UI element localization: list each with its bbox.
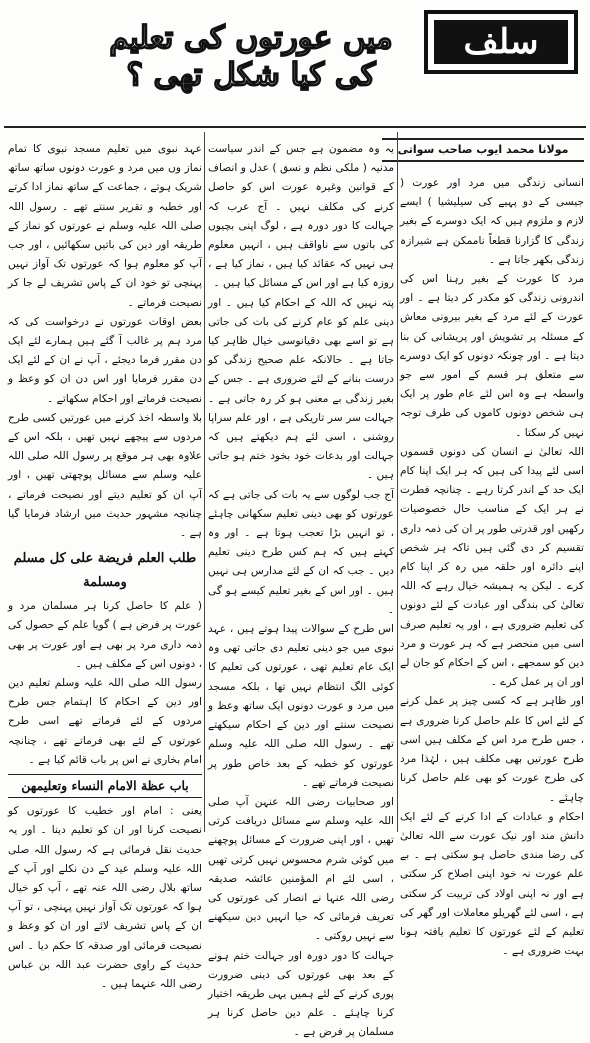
bab-title: باب عظة الامام النساء وتعلیمھن	[8, 774, 202, 798]
article-column-2	[208, 140, 394, 1039]
article-column-3	[8, 140, 202, 990]
article-headline	[92, 20, 410, 93]
headline-line-1: میں عورتوں کی تعلیم	[109, 20, 393, 56]
column2-paragraph: پتہ نہیں کہ اللہ کے احکام کیا ہیں ۔ اور دینی علم کو عام کرنے کی بات کی جاتی ہے تو اسے بھی دقیانوسی خیال ظاہر کیا جاتا ہے ۔ حالانکہ علم صحیح زندگی کو درست بنانے کے لئے ضروری ہے ۔ جس کے بغیر زندگی بے معنی ہو کر رہ جاتی ہے ۔ جہالت سر سر تاریکی ہے ، اور علم سراپا روشنی ، اسی لئے ہم دیکھتے ہیں کہ جہالت اور بدعات خود بخود ختم ہو جاتی ہیں ۔	[208, 296, 394, 482]
column3-paragraph: رسول اللہ صلی اللہ علیہ وسلم تعلیم دین اور دین کے احکام کا اہتمام جس طرح مردوں کے لئے فرماتے تھے اسی طرح عورتوں کے لئے بھی فرماتے تھے ، چنانچہ امام بخاری نے اس پر باب قائم کیا ہے ۔	[8, 677, 202, 766]
header-divider	[4, 126, 586, 128]
column1-paragraph: احکام و عبادات کے ادا کرنے کے لئے ایک دانش مند اور نیک عورت سے اللہ تعالیٰ کی رضا مندی حاصل ہو سکتی ہے ۔ بے علم عورت نہ خود اپنی اصلاح کر سکتی ہے اور نہ اپنی اولاد کی تربیت کر سکتی ہے ، اسی لئے گھریلو معاملات اور گھر کی تعلیم کے لئے عورتوں کا تعلیم یافتہ ہونا بہت ضروری ہے ۔	[400, 810, 584, 958]
column3-paragraph: عہد نبوی میں تعلیم مسجد نبوی کا تمام نماز وں میں مرد و عورت دونوں ساتھ ساتھ شریک ہوتے ، جماعت کے ساتھ نماز ادا کرتے اور خطبہ و تقریر سنتے تھے ۔ رسول اللہ صلی اللہ علیہ وسلم نے عورتوں کو نماز کے طریقہ اور دین کی باتیں سکھائیں ، اور جب آپ کو معلوم ہوا کہ عورتوں تک آواز نہیں پہنچی تو خود ان کے پاس تشریف لے جا کر نصیحت فرماتے ۔	[8, 143, 202, 309]
column3-paragraph: یعنی : امام اور خطیب کا عورتوں کو نصیحت کرنا اور ان کو تعلیم دینا ۔ اور یہ حدیث نقل فرمائی ہے کہ رسول اللہ صلی اللہ علیہ وسلم عید کے دن نکلے اور آپ کے ساتھ بلال رضی اللہ عنہ تھے ، آپ کو خیال ہوا کہ عورتوں تک آواز نہیں پہنچی ، تو آپ ان کے پاس تشریف لائے اور ان کو وعظ و نصیحت فرمائی اور صدقہ کا حکم دیا ۔ اس حدیث کے راوی حضرت عبد اللہ بن عباس رضی اللہ عنہما ہیں ۔	[8, 805, 202, 990]
column3-paragraph: بلا واسطہ اخذ کرنے میں عورتیں کسی طرح مردوں سے پیچھے نہیں تھیں ، بلکہ اس کے علاوہ بھی ہر موقع پر رسول اللہ صلی اللہ علیہ وسلم سے مسائل پوچھتی تھیں ، اور آپ ان کو تعلیم دیتے اور نصیحت فرماتے ، چنانچہ مشہور حدیث میں ارشاد فرمایا گیا ہے ۔	[8, 411, 202, 540]
column1-paragraph: اللہ تعالیٰ نے انسان کی دونوں قسموں اسی لئے پیدا کی ہیں کہ ہر ایک اپنا کام ایک حد کے اندر کرتا رہے ۔ چنانچہ فطرت نے ہر ایک کے مناسب حال خصوصیات رکھیں اور قدرتی طور پر ان کی ذمہ داری تقسیم کر دی گئی ہیں تاکہ ہر شخص اپنے دائرہ اور حلقہ میں رہ کر اپنا کام کرے ۔ لیکن یہ ہمیشہ خیال رہے کہ اللہ تعالیٰ کی بندگی اور عبادت کے لئے دونوں کی تعلیم ضروری ہے ، اور یہ تعلیم صرف اسی میں منحصر ہے کہ ہر عورت و مرد دین کو سمجھے ، اس کے احکام کو جان لے اور ان پر عمل کرے ۔	[399, 445, 584, 689]
column3-paragraph: بعض اوقات عورتوں نے درخواست کی کہ مرد ہم پر غالب آ گئے ہیں ہمارے لئے ایک دن مقرر فرما دیجئے ، آپ نے ان کے لئے ایک دن مقرر فرمایا اور اس دن ان کو وعظ و نصیحت فرماتے اور احکام سکھاتے ۔	[8, 315, 202, 405]
headline-line-2: کی کیا شکل تھی ؟	[126, 56, 376, 93]
column2-paragraph: جہالت کا دور دورہ اور جہالت ختم ہونے کے بعد بھی عورتوں کی دینی ضرورت پوری کرنے کے لئے ہمیں یہی طریقہ اختیار کرنا چاہئے ۔ علم دین حاصل کرنا ہر مسلمان پر فرض ہے ۔	[208, 949, 394, 1039]
column2-paragraph: آج جب لوگوں سے یہ بات کی جاتی ہے کہ عورتوں کو بھی دینی تعلیم سکھانی چاہئے ، تو انہیں بڑا تعجب ہوتا ہے ۔ اور وہ کہتے ہیں کہ ہم کس طرح دینی تعلیم دیں ۔ جب کہ ان کے لئے مدارس ہی نہیں ہیں ۔ اور اس کے بغیر تعلیم کیسے ہو گی ۔	[208, 488, 394, 616]
column2-paragraph: اس طرح کے سوالات پیدا ہوتے ہیں ، عہد نبوی میں جو دینی تعلیم دی جاتی تھی وہ ایک عام تعلیم تھی ، عورتوں کی تعلیم کا کوئی الگ انتظام نہیں تھا ، بلکہ مسجد میں مرد و عورت دونوں ایک ساتھ وعظ و نصیحت سنتے اور دین کے احکام سیکھتے تھے ۔ رسول اللہ صلی اللہ علیہ وسلم عورتوں کو خطبہ کے بعد خاص طور پر نصیحت فرماتے تھے ۔	[208, 623, 394, 789]
column1-paragraph: انسانی زندگی میں مرد اور عورت ( جیسی کے دو پہیے کی سیلیشیا ) ایسے لازم و ملزوم ہیں کہ ایک دوسرے کے بغیر زندگی کا گزارنا قطعاً ناممکن ہے شیرازہ زندگی بکھر جاتا ہے ۔	[400, 177, 584, 266]
column2-paragraph: یہ وہ مضمون ہے جس کے اندر سیاست مدنیہ ( ملکی نظم و نسق ) عدل و انصاف کے قوانین وغیرہ عورت اس کو حاصل کرنے کی مکلف نہیں ۔ آج عرب کہ جہالت کا دور دورہ ہے ، لوگ اپنی بچیوں کی باتوں سے ناواقف ہیں ، انہیں معلوم ہی نہیں کہ عقائد کیا ہیں ، نماز کیا ہے ، روزہ کیا ہے اور اس کے مسائل کیا ہیں ۔	[208, 143, 394, 290]
masthead-logo	[424, 10, 578, 74]
column1-paragraph: اور ظاہر ہے کہ کسی چیز پر عمل کرنے کے لئے اس کا علم حاصل کرنا ضروری ہے ، جس طرح مرد اس کے مکلف ہیں اسی طرح عورتیں بھی مکلف ہیں ، لہٰذا مرد کی طرح عورت کو بھی علم حاصل کرنا چاہئے ۔	[400, 695, 584, 804]
column3-paragraph: ( علم کا حاصل کرنا ہر مسلمان مرد و عورت پر فرض ہے ) گویا علم کے حصول کی ذمہ داری مرد پر بھی ہے اور عورت پر بھی ، دونوں اس کے مکلف ہیں ۔	[8, 600, 202, 670]
column1-paragraph: مرد کا عورت کے بغیر رہنا اس کی اندرونی زندگی کو مکدر کر دیتا ہے ۔ اور عورت کے لئے مرد کے بغیر بیرونی معاش کے مسئلہ پر تشویش اور پریشانی کن بنا دیتا ہے ۔ اور چونکہ دونوں کو ایک دوسرے سے متعلق ہر قسم کے امور سے جو واسطہ ہے وہ اس لئے عام طور پر ایک ہی شخص دونوں کاموں کی طرف توجہ نہیں کر سکتا ۔	[400, 273, 584, 439]
article-column-1	[399, 174, 584, 958]
column-divider-2	[204, 132, 205, 832]
column2-paragraph: اور صحابیات رضی اللہ عنہن آپ صلی اللہ علیہ وسلم سے مسائل دریافت کرتی تھیں ، اور اپنی ضرورت کے مسائل پوچھنے میں کوئی شرم محسوس نہیں کرتی تھیں ، اسی لئے ام المؤمنین عائشہ صدیقہ رضی اللہ عنہا نے انصار کی عورتوں کی تعریف فرمائی کہ حیا انہیں دین سیکھنے سے نہیں روکتی ۔	[208, 795, 394, 943]
masthead-logo-inner	[434, 20, 568, 64]
hadith-arabic: طلب العلم فریضة علی کل مسلم ومسلمة	[13, 551, 197, 591]
masthead-logo-text: سلف	[463, 22, 539, 62]
column-divider-1	[397, 132, 398, 832]
author-byline: مولانا محمد ایوب صاحب سواتی	[382, 138, 584, 162]
